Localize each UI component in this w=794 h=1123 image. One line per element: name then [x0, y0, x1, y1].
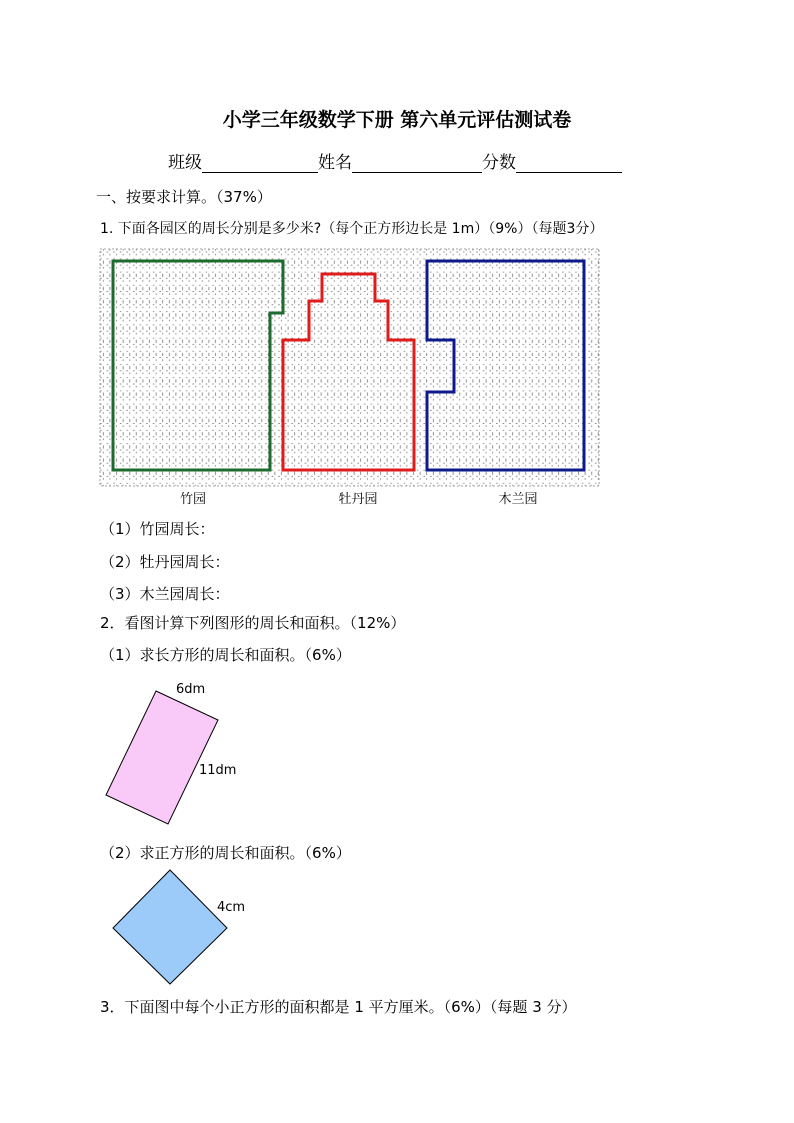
prompt-magnolia-perimeter: （3）木兰园周长： — [100, 585, 230, 603]
question-2a: （1）求长方形的周长和面积。（6%） — [100, 646, 351, 664]
section1-heading: 一、按要求计算。（37%） — [96, 188, 272, 206]
student-info-line — [168, 148, 622, 173]
score-label: 分数 — [482, 153, 516, 173]
garden-label-peony: 牡丹园 — [338, 492, 378, 507]
question-3: 3．下面图中每个小正方形的面积都是 1 平方厘米。（6%）（每题 3 分） — [100, 998, 577, 1016]
rect-length-label: 11dm — [199, 763, 237, 778]
square-side-label: 4cm — [217, 900, 246, 915]
question-2b: （2）求正方形的周长和面积。（6%） — [100, 844, 351, 862]
square-figure — [100, 862, 270, 987]
question-2: 2．看图计算下列图形的周长和面积。（12%） — [100, 614, 406, 632]
question-1: 1. 下面各园区的周长分别是多少米?（每个正方形边长是 1m）（9%）（每题3分） — [100, 221, 604, 237]
name-label: 姓名 — [318, 153, 352, 173]
grid-background — [100, 249, 599, 486]
class-label: 班级 — [168, 153, 202, 173]
garden-label-magnolia: 木兰园 — [498, 492, 538, 507]
tilted-square — [113, 870, 227, 984]
name-blank[interactable] — [352, 154, 482, 173]
tilted-rectangle — [106, 691, 218, 824]
page-title: 小学三年级数学下册 第六单元评估测试卷 — [222, 109, 572, 131]
rectangle-figure — [96, 678, 276, 838]
garden-grid-figure — [96, 245, 602, 507]
prompt-bamboo-perimeter: （1）竹园周长： — [100, 520, 215, 538]
prompt-peony-perimeter: （2）牡丹园周长： — [100, 553, 230, 571]
rect-width-label: 6dm — [176, 682, 206, 697]
class-blank[interactable] — [202, 154, 318, 173]
score-blank[interactable] — [516, 154, 622, 173]
garden-label-bamboo: 竹园 — [179, 492, 207, 507]
